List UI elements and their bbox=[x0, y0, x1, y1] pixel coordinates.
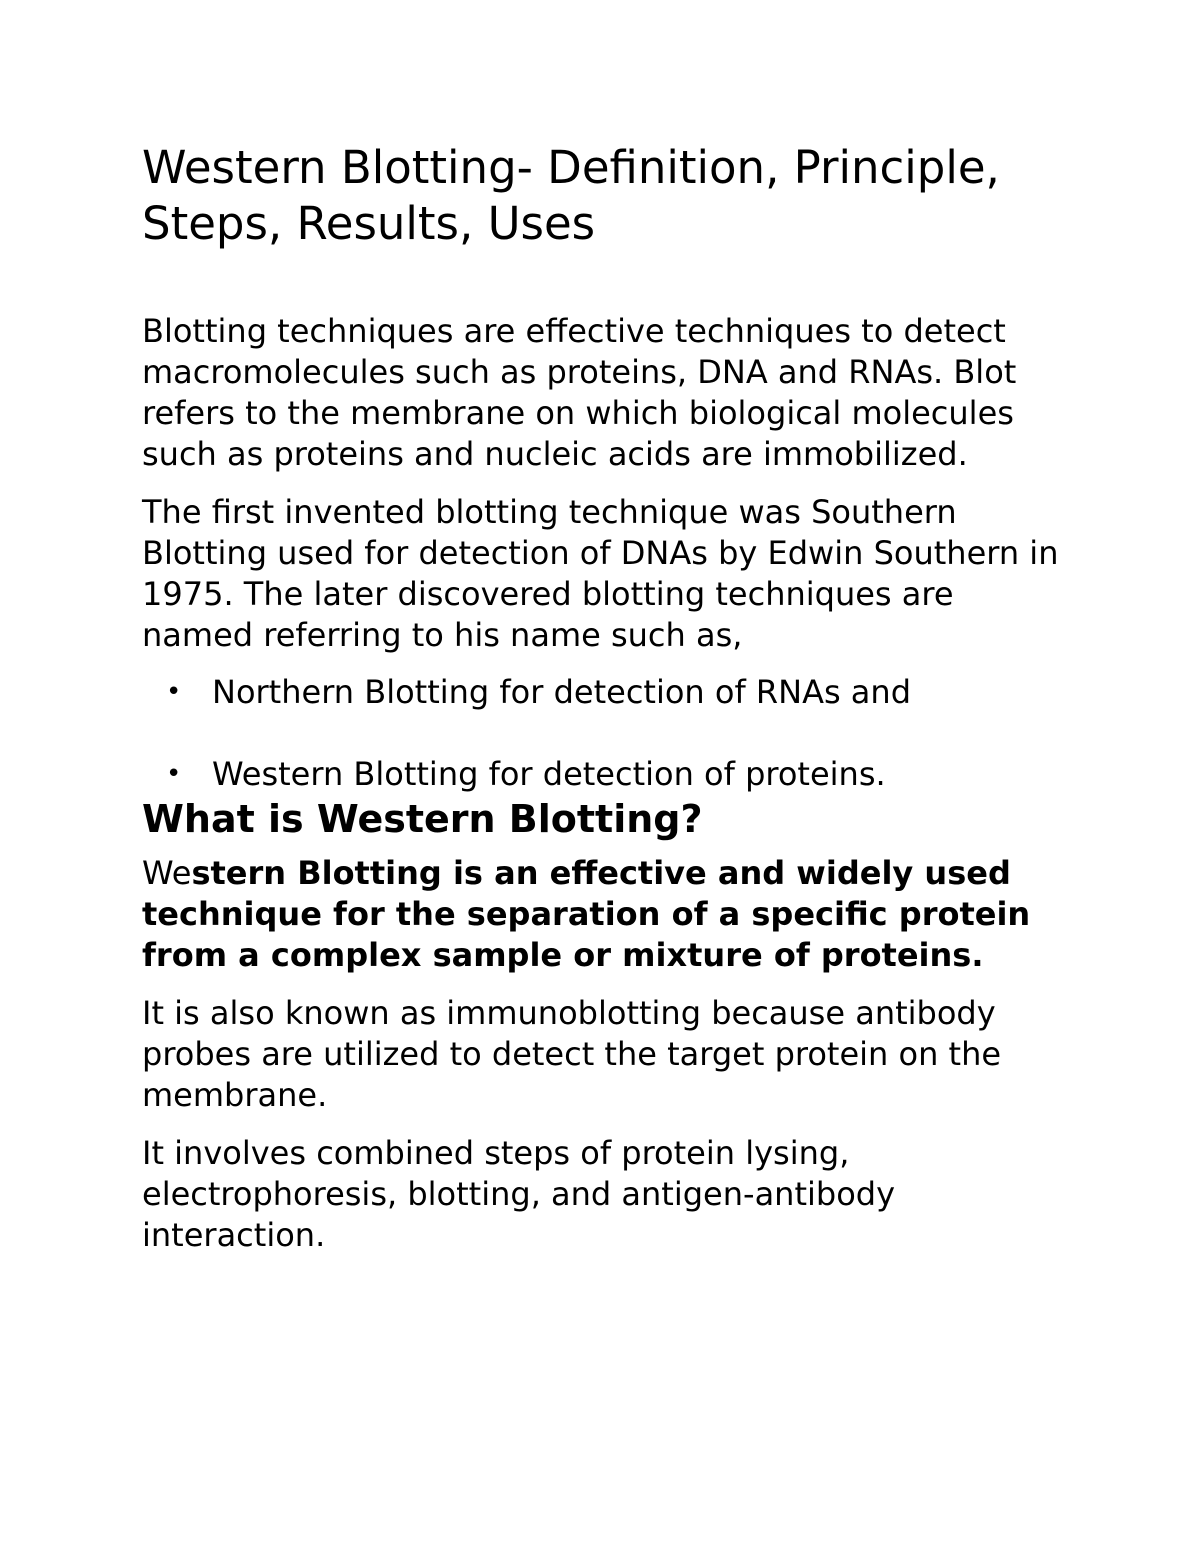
lead-rest-text: stern Blotting is an effective and widely used technique for the separation of a specific protein from a complex sample or mixture of proteins. bbox=[142, 854, 1031, 974]
section-paragraph-1: It is also known as immunoblotting because antibody probes are utilized to detect the target protein on the membrane. bbox=[142, 994, 1002, 1114]
intro-paragraph-1: Blotting techniques are effective techniques to detect macromolecules such as proteins, DNA and RNAs. Blot refers to the membrane on which biological molecules such as proteins and nucleic acids are immobilized. bbox=[142, 312, 1017, 473]
section-paragraph-2: It involves combined steps of protein lysing, electrophoresis, blotting, and antigen-antibody interaction. bbox=[142, 1134, 896, 1254]
section-lead-paragraph bbox=[142, 853, 1062, 976]
blotting-types-list bbox=[142, 672, 1062, 795]
list-item-text: Northern Blotting for detection of RNAs and bbox=[212, 673, 911, 711]
intro-paragraph-2: The first invented blotting technique was Southern Blotting used for detection of DNAs by Edwin Southern in 1975. The later discovered blotting techniques are named referring to his name such as, bbox=[142, 493, 1059, 654]
list-item bbox=[142, 672, 1062, 713]
list-item bbox=[142, 754, 1062, 795]
list-item-text: Western Blotting for detection of proteins. bbox=[212, 755, 886, 793]
lead-first-letters: We bbox=[142, 854, 192, 892]
document-page bbox=[142, 140, 1062, 1256]
bullet-icon: • bbox=[166, 677, 182, 707]
section-heading: What is Western Blotting? bbox=[142, 797, 703, 841]
document-title: Western Blotting- Definition, Principle, Steps, Results, Uses bbox=[142, 141, 1000, 250]
bullet-icon: • bbox=[166, 759, 182, 789]
